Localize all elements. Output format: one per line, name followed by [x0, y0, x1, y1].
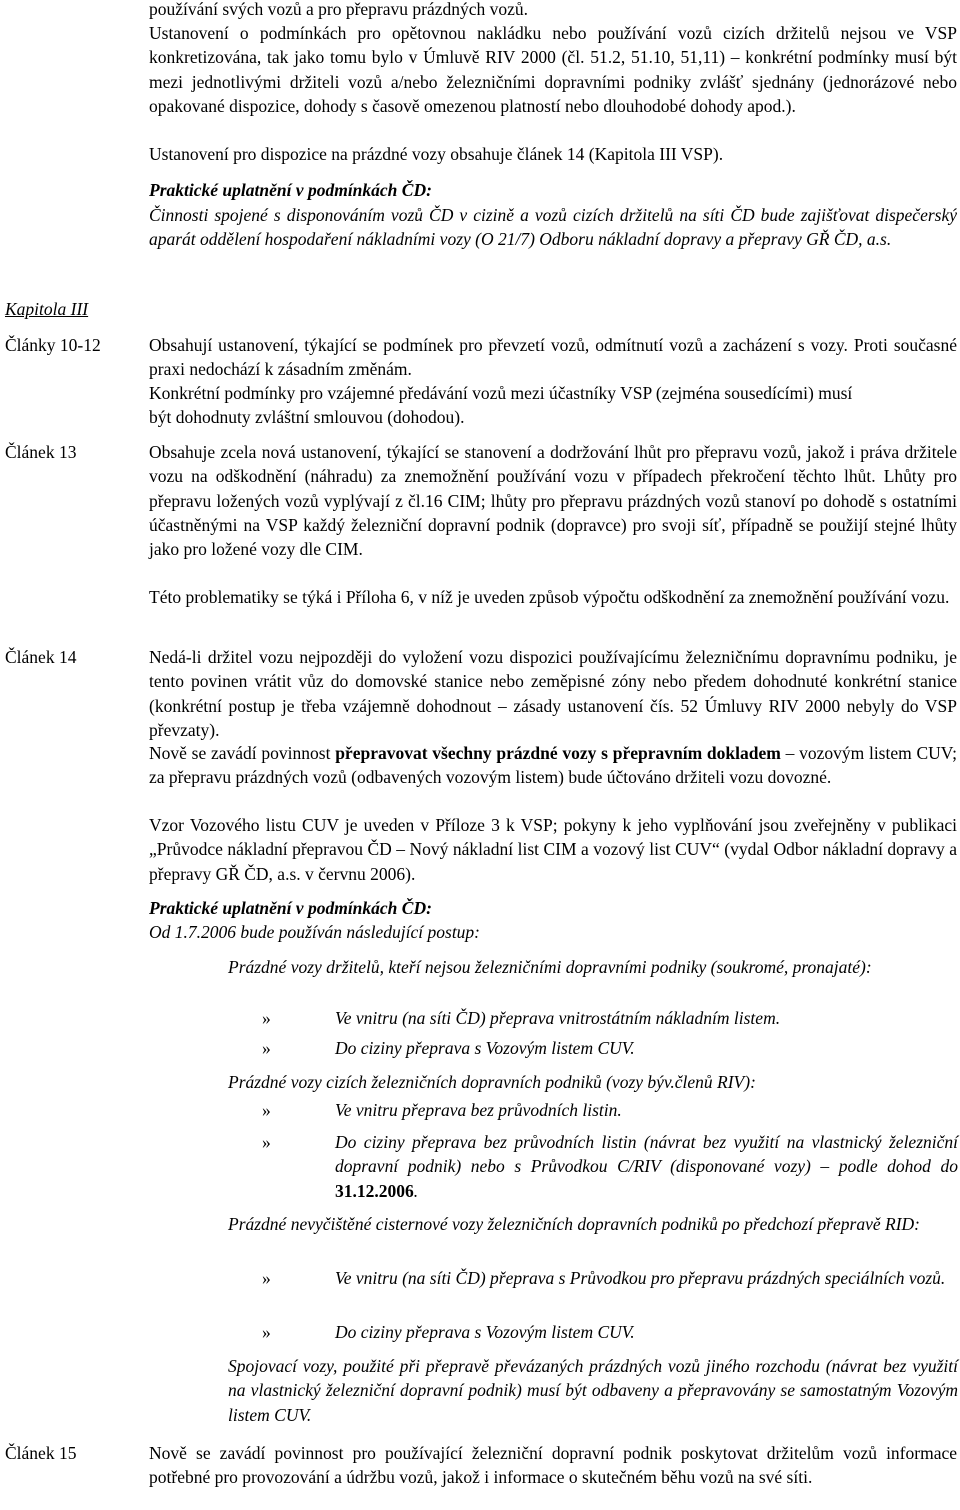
bullet-glyph: » — [262, 1008, 271, 1028]
bullet-glyph: » — [262, 1322, 271, 1342]
bullet-text — [262, 1130, 958, 1203]
prakticke-heading: Praktické uplatnění v podmínkách ČD: — [149, 180, 432, 200]
clanky-10-12-label: Články 10-12 — [5, 335, 101, 355]
clanek-15-text: Nově se zavádí povinnost pro používající železniční dopravní podnik poskytovat držitelům vozů informace potřebné pro provozování a údržbu vozů, jakož i informace o skutečném běhu vozů na své síti. — [149, 1443, 957, 1488]
clanky-10-12-text: Obsahují ustanovení, týkající se podmínek pro převzetí vozů, odmítnutí vozů a zacházení s vozy. Proti současné praxi nedochází k zásadním změnám. — [149, 335, 957, 380]
group-3-heading: Prázdné nevyčištěné cisternové vozy železničních dopravních podniků po předchozí přepravě RID: — [228, 1214, 921, 1234]
bullet-text-part: Do ciziny přeprava bez průvodních listin (návrat bez využití na vlastnický železniční dopravní podnik) nebo s Průvodkou C/RIV (disponované vozy) – podle dohod do — [335, 1132, 958, 1177]
group-1-bullet-2 — [262, 1036, 958, 1060]
bullet-glyph: » — [262, 1268, 271, 1288]
povinnost-rest: – vozovým listem CUV; za přepravu prázdných vozů (odbavených vozovým listem) bude účtováno držiteli vozu dovozné. — [149, 743, 957, 788]
group-3-bullet-2 — [262, 1320, 958, 1344]
bullet-text: Do ciziny přeprava s Vozovým listem CUV. — [335, 1322, 635, 1342]
bullet-text-end: . — [413, 1180, 419, 1201]
lead-paragraph-dispozice: Ustanovení pro dispozice na prázdné vozy obsahuje článek 14 (Kapitola III VSP). — [149, 144, 724, 164]
group-1-heading: Prázdné vozy držitelů, kteří nejsou železničními dopravními podniky (soukromé, pronajaté): — [228, 957, 872, 977]
bullet-glyph: » — [262, 1132, 271, 1152]
prakticke-text: Činnosti spojené s disponováním vozů ČD v cizině a vozů cizích držitelů na síti ČD bude zajišťovat dispečerský aparát oddělení hospodaření nákladními vozy (O 21/7) Odboru nákladní dopravy a přepravy GŘ ČD, a.s. — [149, 205, 957, 250]
clanek-15-label: Článek 15 — [5, 1443, 77, 1463]
group-1-bullet-1 — [262, 1006, 958, 1030]
povinnost-bold: přepravovat všechny prázdné vozy s přepravním dokladem — [335, 743, 781, 763]
spojovaci-vozy: Spojovací vozy, použité při přepravě převázaných prázdných vozů jiného rozchodu (návrat bez využití na vlastnický železniční dopravní podnik) musí být odbaveny a přepravovány se samostatným Vozovým listem CUV. — [228, 1356, 958, 1425]
bullet-text: Ve vnitru (na síti ČD) přeprava vnitrostátním nákladním listem. — [335, 1008, 781, 1028]
kapitola-label: Kapitola III — [5, 299, 89, 319]
clanek-14-povinnost — [149, 741, 957, 790]
group-2-heading: Prázdné vozy cizích železničních dopravních podniků (vozy býv.členů RIV): — [228, 1072, 756, 1092]
group-2-bullet-1 — [262, 1098, 958, 1122]
lead-line: používání svých vozů a pro přepravu prázdných vozů. — [149, 0, 529, 19]
povinnost-intro: Nově se zavádí povinnost — [149, 743, 336, 763]
prakticke-heading-2: Praktické uplatnění v podmínkách ČD: — [149, 898, 432, 918]
clanek-14-vzor: Vzor Vozového listu CUV je uveden v Příloze 3 k VSP; pokyny k jeho vyplňování jsou zveřejněny v publikaci „Průvodce nákladní přepravou ČD – Nový nákladní list CIM a vozový list CUV“ (vydal Odbor nákladní dopravy a přepravy GŘ ČD, a.s. v červnu 2006). — [149, 815, 957, 884]
clanek-13-label: Článek 13 — [5, 442, 77, 462]
deadline-date: 31.12.2006 — [335, 1180, 414, 1201]
clanek-13-text-2: Této problematiky se týká i Příloha 6, v níž je uveden způsob výpočtu odškodnění za znemožnění používání vozu. — [149, 587, 950, 607]
clanek-13-text: Obsahuje zcela nová ustanovení, týkající se stanovení a dodržování lhůt pro přepravu vozů, jakož i práva držitele vozu na odškodnění (náhradu) za znemožnění používání vozu v případech překročení těchto lhůt. Lhůty pro přepravu ložených vozů vyplývají z čl.16 CIM; lhůty pro přepravu prázdných vozů stanoví po dohodě s ostatními účastněnými na VSP každý železniční dopravní podnik (dopravce) pro svoji síť, případně se použijí stejné lhůty jako pro ložené vozy dle CIM. — [149, 442, 957, 560]
lead-paragraph: Ustanovení o podmínkách pro opětovnou nakládku nebo používání vozů cizích držitelů nejsou ve VSP konkretizována, tak jako tomu bylo v Úmluvě RIV 2000 (čl. 51.2, 51.10, 51,11) – konkrétní podmínky musí být mezi jednotlivými držiteli vozů a/nebo železničními dopravními podniky zvlášť sjednány (jednorázové nebo opakované dispozice, dohody s časově omezenou platností nebo dlouhodobé dohody apod.). — [149, 23, 957, 116]
clanek-14-label: Článek 14 — [5, 647, 77, 667]
clanek-14-text: Nedá-li držitel vozu nejpozději do vyložení vozu dispozici používajícímu železničnímu dopravnímu podniku, je tento povinen vrátit vůz do domovské stanice nebo zeměpisné zóny nebo předem dohodnuté konkrétní stanice (konkrétní postup je třeba vzájemně dohodnout – zásady ustanovení čís. 52 Úmluvy RIV 2000 nebyly do VSP převzaty). — [149, 647, 957, 740]
group-2-bullet-2 — [262, 1130, 958, 1203]
bullet-text: Ve vnitru (na síti ČD) přeprava s Průvodkou pro přepravu prázdných speciálních vozů. — [335, 1268, 946, 1288]
bullet-text: Do ciziny přeprava s Vozovým listem CUV. — [335, 1038, 635, 1058]
bullet-text: Ve vnitru přeprava bez průvodních listin. — [335, 1100, 622, 1120]
group-3-bullet-1 — [262, 1266, 958, 1290]
clanky-10-12-text-2: Konkrétní podmínky pro vzájemné předávání vozů mezi účastníky VSP (zejména sousedícími) musí být dohodnuty zvláštní smlouvou (dohodou). — [149, 383, 853, 428]
bullet-glyph: » — [262, 1038, 271, 1058]
od-datum: Od 1.7.2006 bude používán následující postup: — [149, 922, 481, 942]
bullet-glyph: » — [262, 1100, 271, 1120]
